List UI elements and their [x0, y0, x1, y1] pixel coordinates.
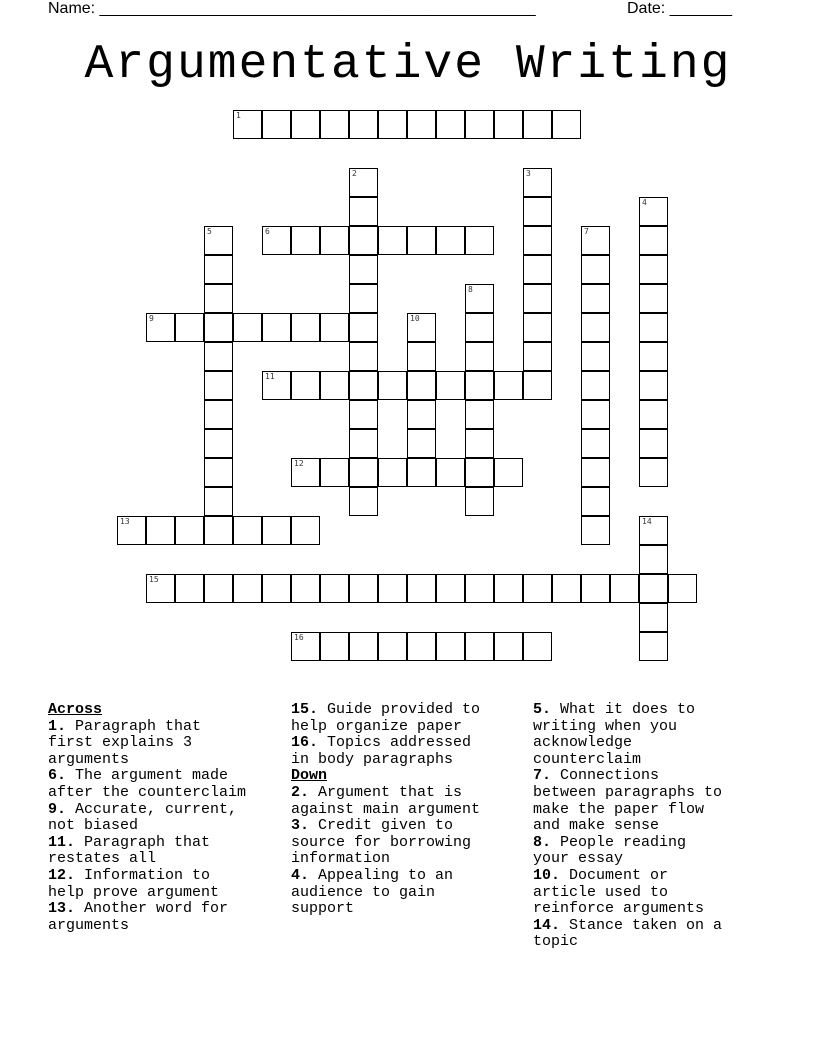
clue-number-label: 1. — [48, 717, 67, 735]
clue-number: 3 — [526, 169, 531, 178]
crossword-cell[interactable] — [465, 371, 494, 400]
crossword-cell[interactable] — [349, 400, 378, 429]
clue-number: 12 — [294, 459, 304, 468]
crossword-cell[interactable] — [552, 110, 581, 139]
crossword-cell[interactable] — [465, 226, 494, 255]
crossword-cell[interactable] — [639, 429, 668, 458]
crossword-cell[interactable] — [639, 284, 668, 313]
clue-number-label: 16. — [291, 734, 319, 752]
clue-number-label: 3. — [291, 817, 310, 835]
clue-text: Argument that is against main argument — [291, 783, 481, 818]
crossword-cell[interactable] — [407, 226, 436, 255]
crossword-cell[interactable] — [349, 574, 378, 603]
clue-text: Paragraph that restates all — [48, 833, 211, 868]
crossword-cell[interactable] — [407, 313, 436, 342]
crossword-cell[interactable] — [610, 574, 639, 603]
crossword-cell[interactable] — [233, 110, 262, 139]
clue-item — [48, 719, 246, 769]
crossword-cell[interactable] — [262, 516, 291, 545]
crossword-cell[interactable] — [146, 313, 175, 342]
clue-number: 4 — [642, 198, 647, 207]
crossword-cell[interactable] — [639, 197, 668, 226]
clue-text: Topics addressed in body paragraphs — [291, 734, 472, 768]
crossword-cell[interactable] — [639, 400, 668, 429]
crossword-cell[interactable] — [349, 632, 378, 661]
crossword-cell[interactable] — [349, 342, 378, 371]
crossword-cell[interactable] — [494, 574, 523, 603]
crossword-cell[interactable] — [436, 574, 465, 603]
crossword-cell[interactable] — [349, 255, 378, 284]
crossword-cell[interactable] — [320, 574, 349, 603]
crossword-cell[interactable] — [204, 313, 233, 342]
crossword-cell[interactable] — [581, 429, 610, 458]
crossword-cell[interactable] — [494, 458, 523, 487]
crossword-cell[interactable] — [581, 574, 610, 603]
crossword-cell[interactable] — [407, 458, 436, 487]
crossword-cell[interactable] — [523, 313, 552, 342]
clue-number: 8 — [468, 285, 473, 294]
name-field[interactable]: Name: _________________________________________________ — [48, 0, 536, 17]
crossword-cell[interactable] — [581, 313, 610, 342]
crossword-cell[interactable] — [639, 458, 668, 487]
clue-column-2 — [291, 702, 480, 918]
crossword-cell[interactable] — [262, 371, 291, 400]
crossword-cell[interactable] — [639, 574, 668, 603]
clue-item — [291, 735, 480, 768]
crossword-cell[interactable] — [349, 313, 378, 342]
clue-number-label: 5. — [533, 701, 552, 718]
crossword-cell[interactable] — [494, 371, 523, 400]
crossword-cell[interactable] — [494, 110, 523, 139]
crossword-cell[interactable] — [204, 458, 233, 487]
crossword-cell[interactable] — [146, 516, 175, 545]
clue-item — [533, 918, 722, 951]
crossword-cell[interactable] — [639, 313, 668, 342]
clue-heading-across: Across — [48, 701, 103, 718]
crossword-cell[interactable] — [291, 110, 320, 139]
crossword-cell[interactable] — [523, 371, 552, 400]
clue-number-label: 13. — [48, 900, 76, 918]
clue-number: 9 — [149, 314, 154, 323]
clue-item — [533, 835, 722, 868]
clue-item — [291, 818, 480, 868]
crossword-cell[interactable] — [175, 516, 204, 545]
clue-number-label: 7. — [533, 767, 552, 785]
crossword-cell[interactable] — [436, 226, 465, 255]
crossword-cell[interactable] — [639, 632, 668, 661]
clue-item — [48, 768, 246, 801]
clue-text: Information to help prove argument — [48, 866, 220, 901]
crossword-cell[interactable] — [349, 487, 378, 516]
clue-number: 14 — [642, 517, 652, 526]
clue-item — [48, 901, 246, 934]
page-title: Argumentative Writing — [84, 38, 732, 92]
crossword-cell[interactable] — [291, 371, 320, 400]
crossword-cell[interactable] — [204, 516, 233, 545]
clue-number: 6 — [265, 227, 270, 236]
clue-text: Credit given to source for borrowing information — [291, 817, 472, 868]
crossword-cell[interactable] — [639, 545, 668, 574]
crossword-cell[interactable] — [378, 458, 407, 487]
clue-item — [533, 702, 722, 768]
clue-number: 10 — [410, 314, 420, 323]
clue-column-3 — [533, 702, 722, 951]
crossword-cell[interactable] — [262, 226, 291, 255]
clue-heading-down: Down — [291, 767, 328, 785]
crossword-cell[interactable] — [407, 371, 436, 400]
crossword-cell[interactable] — [581, 458, 610, 487]
crossword-cell[interactable] — [581, 255, 610, 284]
crossword-cell[interactable] — [204, 371, 233, 400]
clue-number-label: 15. — [291, 701, 319, 718]
clue-number-label: 14. — [533, 916, 561, 934]
clue-item — [291, 702, 480, 735]
crossword-cell[interactable] — [117, 516, 146, 545]
crossword-cell[interactable] — [581, 342, 610, 371]
clue-item — [291, 785, 480, 818]
crossword-cell[interactable] — [523, 110, 552, 139]
crossword-cell[interactable] — [465, 342, 494, 371]
crossword-cell[interactable] — [552, 574, 581, 603]
crossword-cell[interactable] — [146, 574, 175, 603]
crossword-cell[interactable] — [378, 371, 407, 400]
clue-item — [533, 868, 722, 918]
crossword-cell[interactable] — [407, 400, 436, 429]
crossword-cell[interactable] — [378, 574, 407, 603]
crossword-cell[interactable] — [639, 226, 668, 255]
crossword-cell[interactable] — [436, 110, 465, 139]
clue-number: 5 — [207, 227, 212, 236]
clue-number: 11 — [265, 372, 275, 381]
crossword-cell[interactable] — [494, 632, 523, 661]
crossword-cell[interactable] — [465, 429, 494, 458]
clue-text: Stance taken on a topic — [533, 916, 723, 951]
crossword-cell[interactable] — [523, 226, 552, 255]
crossword-cell[interactable] — [291, 458, 320, 487]
crossword-cell[interactable] — [349, 284, 378, 313]
crossword-cell[interactable] — [523, 255, 552, 284]
crossword-cell[interactable] — [465, 110, 494, 139]
crossword-cell[interactable] — [204, 400, 233, 429]
clue-number: 13 — [120, 517, 130, 526]
crossword-cell[interactable] — [349, 458, 378, 487]
crossword-cell[interactable] — [581, 487, 610, 516]
crossword-cell[interactable] — [407, 574, 436, 603]
crossword-cell[interactable] — [436, 632, 465, 661]
clue-number-label: 8. — [533, 833, 552, 851]
crossword-cell[interactable] — [465, 574, 494, 603]
crossword-cell[interactable] — [204, 255, 233, 284]
clue-column-1 — [48, 702, 246, 934]
crossword-cell[interactable] — [320, 371, 349, 400]
clue-number: 16 — [294, 633, 304, 642]
crossword-cell[interactable] — [320, 313, 349, 342]
crossword-cell[interactable] — [378, 632, 407, 661]
crossword-cell[interactable] — [291, 313, 320, 342]
clue-item — [48, 802, 246, 835]
clue-text: Appealing to an audience to gain support — [291, 866, 454, 918]
crossword-cell[interactable] — [523, 632, 552, 661]
crossword-cell[interactable] — [465, 313, 494, 342]
crossword-cell[interactable] — [233, 574, 262, 603]
crossword-cell[interactable] — [581, 400, 610, 429]
crossword-cell[interactable] — [349, 429, 378, 458]
crossword-cell[interactable] — [407, 632, 436, 661]
crossword-cell[interactable] — [204, 574, 233, 603]
crossword-cell[interactable] — [581, 226, 610, 255]
crossword-cell[interactable] — [233, 516, 262, 545]
crossword-cell[interactable] — [436, 458, 465, 487]
clue-text: People reading your essay — [533, 833, 687, 868]
clue-item — [533, 768, 722, 834]
crossword-cell[interactable] — [378, 226, 407, 255]
crossword-cell[interactable] — [291, 574, 320, 603]
clue-number: 2 — [352, 169, 357, 178]
crossword-cell[interactable] — [233, 313, 262, 342]
clue-number-label: 4. — [291, 866, 310, 884]
clue-number-label: 12. — [48, 866, 76, 884]
clue-number: 1 — [236, 111, 241, 120]
clue-text: The argument made after the counterclaim — [48, 767, 247, 801]
crossword-cell[interactable] — [262, 313, 291, 342]
crossword-cell[interactable] — [436, 371, 465, 400]
clue-number-label: 10. — [533, 866, 561, 884]
clue-item — [291, 868, 480, 918]
crossword-cell[interactable] — [523, 342, 552, 371]
clue-number: 7 — [584, 227, 589, 236]
crossword-cell[interactable] — [523, 197, 552, 226]
crossword-cell[interactable] — [639, 516, 668, 545]
crossword-cell[interactable] — [320, 632, 349, 661]
crossword-cell[interactable] — [204, 342, 233, 371]
crossword-cell[interactable] — [349, 168, 378, 197]
clue-number: 15 — [149, 575, 159, 584]
crossword-cell[interactable] — [175, 574, 204, 603]
crossword-cell[interactable] — [407, 342, 436, 371]
crossword-cell[interactable] — [204, 487, 233, 516]
clue-item — [48, 835, 246, 868]
crossword-cell[interactable] — [639, 371, 668, 400]
clue-text: Connections between paragraphs to make the paper flow and make sense — [533, 767, 723, 835]
clue-number-label: 9. — [48, 800, 67, 818]
crossword-cell[interactable] — [465, 632, 494, 661]
crossword-cell[interactable] — [465, 487, 494, 516]
crossword-cell[interactable] — [320, 458, 349, 487]
clue-text: Accurate, current, not biased — [48, 800, 238, 835]
clue-item — [48, 868, 246, 901]
crossword-cell[interactable] — [349, 110, 378, 139]
clue-text: What it does to writing when you acknowledge counterclaim — [533, 701, 696, 768]
crossword-cell[interactable] — [320, 226, 349, 255]
crossword-cell[interactable] — [523, 574, 552, 603]
crossword-cell[interactable] — [262, 574, 291, 603]
crossword-cell[interactable] — [639, 342, 668, 371]
crossword-cell[interactable] — [581, 284, 610, 313]
crossword-cell[interactable] — [291, 516, 320, 545]
clue-number-label: 2. — [291, 783, 310, 801]
crossword-cell[interactable] — [668, 574, 697, 603]
clue-number-label: 11. — [48, 833, 76, 851]
crossword-cell[interactable] — [204, 226, 233, 255]
crossword-cell[interactable] — [465, 458, 494, 487]
crossword-cell[interactable] — [291, 632, 320, 661]
crossword-cell[interactable] — [581, 371, 610, 400]
crossword-cell[interactable] — [465, 400, 494, 429]
clue-text: Document or article used to reinforce arguments — [533, 866, 705, 918]
clue-text: Another word for arguments — [48, 900, 229, 934]
clue-text: Paragraph that first explains 3 arguments — [48, 717, 202, 768]
crossword-cell[interactable] — [349, 197, 378, 226]
crossword-cell[interactable] — [349, 371, 378, 400]
crossword-cell[interactable] — [204, 429, 233, 458]
clue-number-label: 6. — [48, 767, 67, 785]
crossword-cell[interactable] — [175, 313, 204, 342]
crossword-cell[interactable] — [465, 284, 494, 313]
crossword-cell[interactable] — [639, 603, 668, 632]
crossword-cell[interactable] — [378, 110, 407, 139]
crossword-cell[interactable] — [349, 226, 378, 255]
crossword-cell[interactable] — [320, 110, 349, 139]
crossword-cell[interactable] — [407, 429, 436, 458]
date-field[interactable]: Date: _______ — [627, 0, 732, 17]
crossword-cell[interactable] — [639, 255, 668, 284]
clue-text: Guide provided to help organize paper — [291, 701, 481, 735]
crossword-cell[interactable] — [291, 226, 320, 255]
crossword-cell[interactable] — [407, 110, 436, 139]
crossword-cell[interactable] — [262, 110, 291, 139]
crossword-cell[interactable] — [523, 284, 552, 313]
crossword-cell[interactable] — [581, 516, 610, 545]
crossword-cell[interactable] — [523, 168, 552, 197]
crossword-cell[interactable] — [204, 284, 233, 313]
